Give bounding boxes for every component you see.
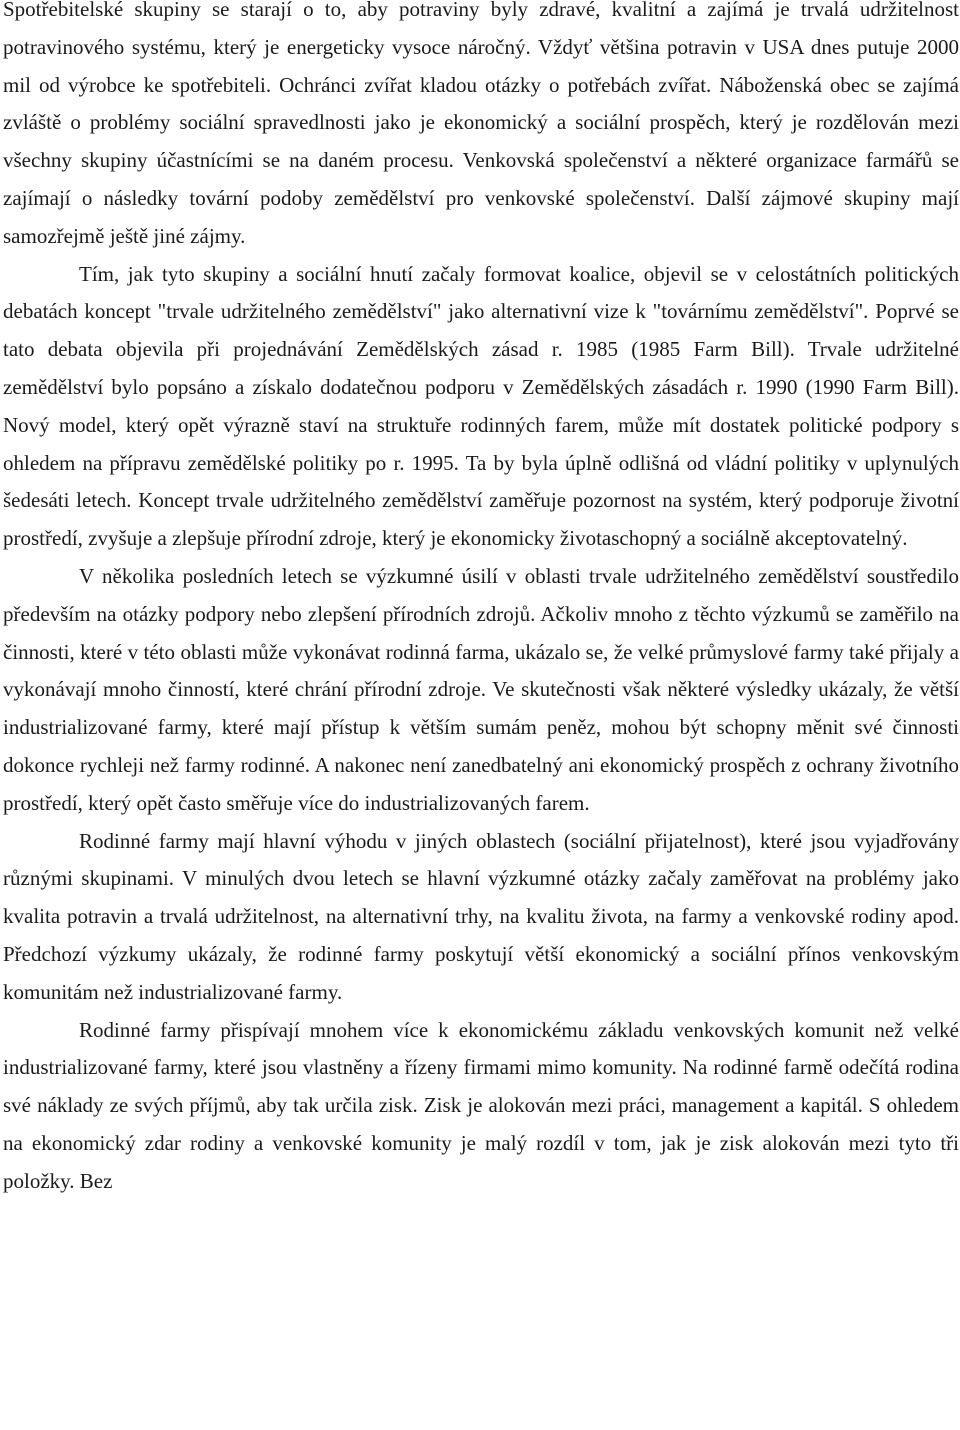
paragraph-family-farms-advantage: Rodinné farmy mají hlavní výhodu v jiných oblastech (sociální přijatelnost), které jsou vyjadřovány různými skupinami. V minulých dvou letech se hlavní výzkumné otázky začaly zaměřovat na problémy jako kvalita potravin a trvalá udržitelnost, na alternativní trhy, na kvalitu života, na farmy a venkovské rodiny apod. Předchozí výzkumy ukázaly, že rodinné farmy poskytují větší ekonomický a sociální přínos venkovským komunitám než industrializované farmy. (3, 828, 959, 1004)
paragraph-coalitions: Tím, jak tyto skupiny a sociální hnutí začaly formovat koalice, objevil se v celostátních politických debatách koncept "trvale udržitelného zemědělství" jako alternativní vize k "továrnímu zemědělství". Poprvé se tato debata objevila při projednávání Zemědělských zásad r. 1985 (1985 Farm Bill). Trvale udržitelné zemědělství bylo popsáno a získalo dodatečnou podporu v Zemědělských zásadách r. 1990 (1990 Farm Bill). Nový model, který opět výrazně staví na struktuře rodinných farem, může mít dostatek politické podpory s ohledem na přípravu zemědělské politiky po r. 1995. Ta by byla úplně odlišná od vládní politiky v uplynulých šedesáti letech. Koncept trvale udržitelného zemědělství zaměřuje pozornost na systém, který podporuje životní prostředí, zvyšuje a zlepšuje přírodní zdroje, který je ekonomicky životaschopný a sociálně akceptovatelný. (3, 261, 959, 551)
paragraph-research: V několika posledních letech se výzkumné úsilí v oblasti trvale udržitelného zemědělství soustředilo především na otázky podpory nebo zlepšení přírodních zdrojů. Ačkoliv mnoho z těchto výzkumů se zaměřilo na činnosti, které v této oblasti může vykonávat rodinná farma, ukázalo se, že velké průmyslové farmy také přijaly a vykonávají mnoho činností, které chrání přírodní zdroje. Ve skutečnosti však některé výsledky ukázaly, že větší industrializované farmy, které mají přístup k větším sumám peněz, mohou být schopny měnit své činnosti dokonce rychleji než farmy rodinné. A nakonec není zanedbatelný ani ekonomický prospěch z ochrany životního prostředí, který opět často směřuje více do industrializovaných farem. (3, 563, 959, 815)
paragraph-consumer-groups: Spotřebitelské skupiny se starají o to, aby potraviny byly zdravé, kvalitní a zajímá je trvalá udržitelnost potravinového systému, který je energeticky vysoce náročný. Vždyť většina potravin v USA dnes putuje 2000 mil od výrobce ke spotřebiteli. Ochránci zvířat kladou otázky o potřebách zvířat. Náboženská obec se zajímá zvláště o problémy sociální spravedlnosti jako je ekonomický a sociální prospěch, který je rozdělován mezi všechny skupiny účastnícími se na daném procesu. Venkovská společenství a některé organizace farmářů se zajímají o následky tovární podoby zemědělství pro venkovské společenství. Další zájmové skupiny mají samozřejmě ještě jiné zájmy. (3, 0, 959, 248)
paragraph-family-farms-contribution: Rodinné farmy přispívají mnohem více k ekonomickému základu venkovských komunit než velké industrializované farmy, které jsou vlastněny a řízeny firmami mimo komunity. Na rodinné farmě odečítá rodina své náklady ze svých příjmů, aby tak určila zisk. Zisk je alokován mezi práci, management a kapitál. S ohledem na ekonomický zdar rodiny a venkovské komunity je malý rozdíl v tom, jak je zisk alokován mezi tyto tři položky. Bez (3, 1017, 959, 1193)
document-page (3, 0, 959, 1201)
